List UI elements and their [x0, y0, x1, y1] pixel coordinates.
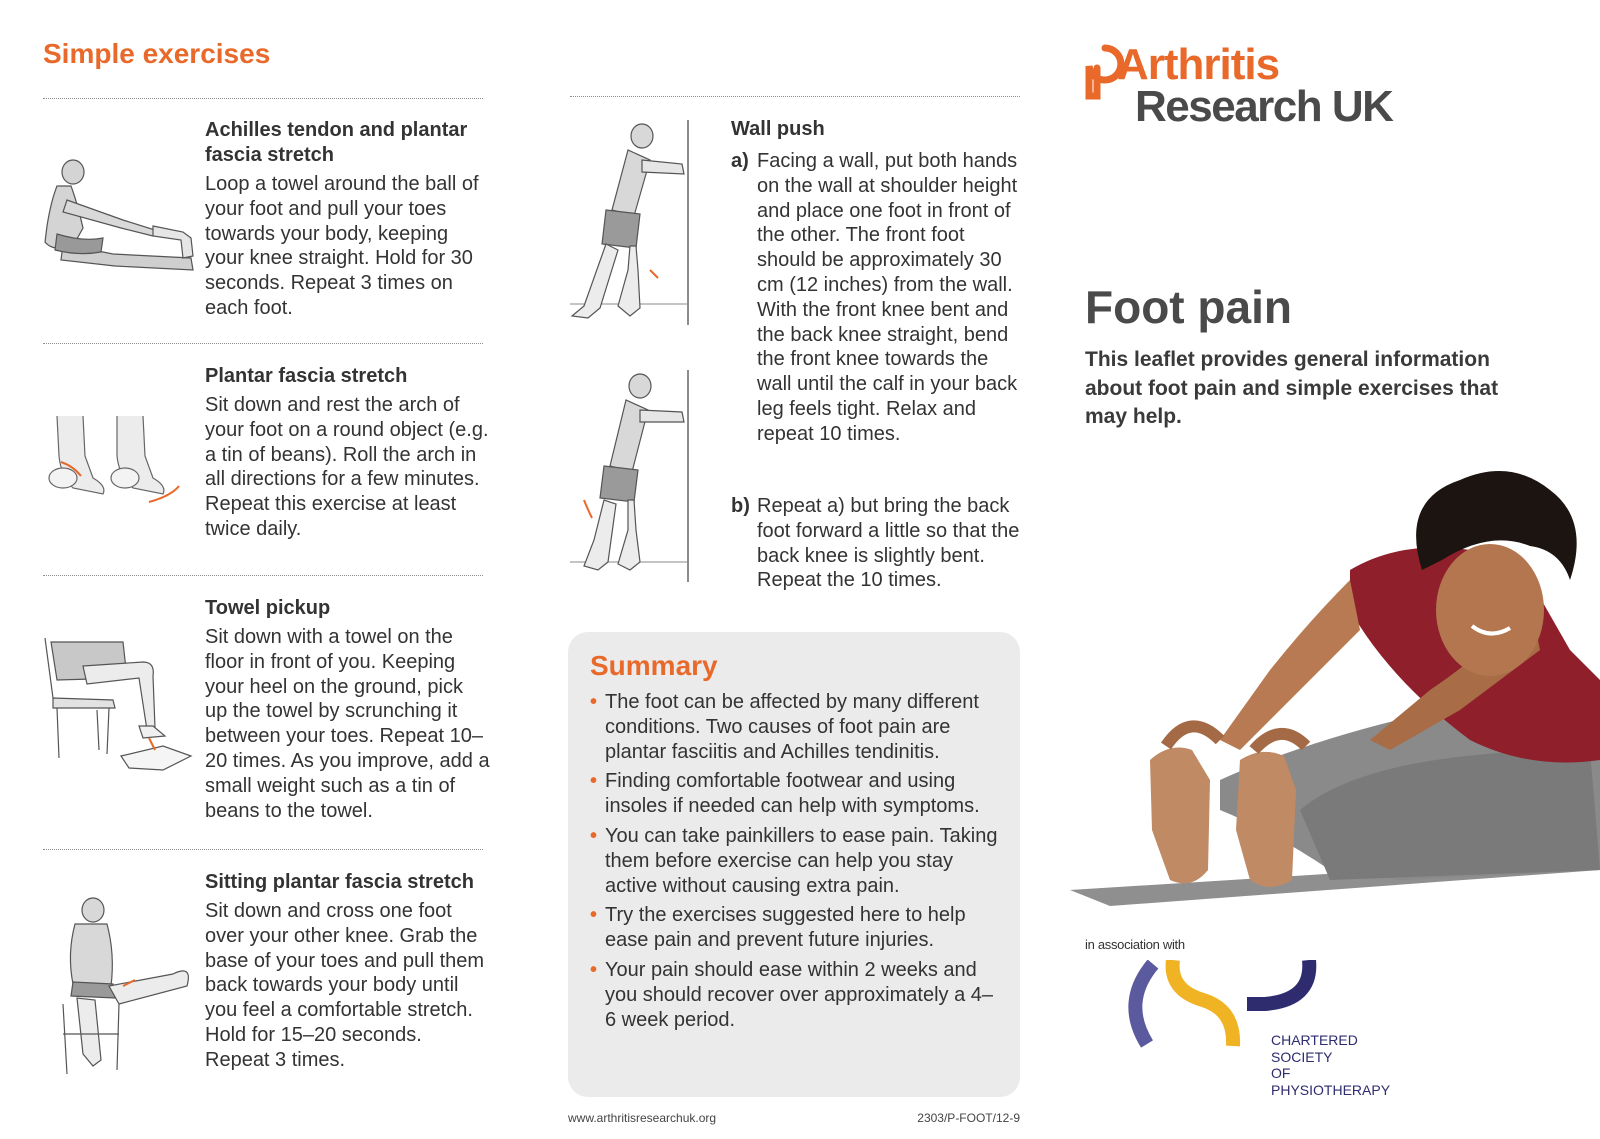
- summary-item-text: You can take painkillers to ease pain. Taking them before exercise can help you stay active without causing extra pain.: [605, 824, 998, 897]
- exercise-body: Sit down with a towel on the floor in front of you. Keeping your heel on the ground, pick up the towel by scrunching it between your toes. Repeat 10–20 times. As you improve, add a small weight such as a tin of beans to the towel.: [205, 626, 490, 822]
- wall-push-illustration-a: [570, 120, 700, 330]
- cover-column: [1085, 0, 1600, 1139]
- partner-name-line: CHARTERED: [1271, 1032, 1358, 1048]
- summary-item-text: Your pain should ease within 2 weeks and you should recover over approximately a 4–6 week period.: [605, 958, 993, 1031]
- divider: [43, 343, 483, 344]
- bullet: •: [590, 904, 598, 927]
- divider: [43, 849, 483, 850]
- exercise-body: Loop a towel around the ball of your foot and pull your toes towards your body, keeping your knee straight. Hold for 30 seconds. Repeat 3 times on each foot.: [205, 173, 479, 319]
- divider: [43, 98, 483, 99]
- bullet: •: [590, 958, 598, 981]
- divider: [43, 575, 483, 576]
- summary-item-text: Try the exercises suggested here to help ease pain and prevent future injuries.: [605, 904, 966, 952]
- wall-push-step-b: [731, 494, 1021, 593]
- bullet: •: [590, 770, 598, 793]
- exercise-achilles-stretch: [43, 118, 483, 338]
- wall-push-and-summary-column: [568, 0, 1020, 1139]
- summary-item: [590, 958, 1000, 1032]
- exercise-plantar-fascia-stretch: [43, 364, 489, 564]
- partner-name-line: SOCIETY: [1271, 1048, 1333, 1065]
- summary-item: [590, 903, 1000, 953]
- page-title: Foot pain: [1085, 281, 1292, 333]
- exercise-title: Plantar fascia stretch: [205, 365, 408, 387]
- exercises-column: [43, 0, 490, 1139]
- exercise-title: Achilles tendon and plantar fascia stretch: [205, 119, 468, 166]
- section-heading: Simple exercises: [43, 38, 271, 69]
- exercise-sitting-plantar-stretch: [43, 870, 483, 1100]
- exercise-title: Towel pickup: [205, 597, 331, 619]
- exercise-towel-pickup: [43, 596, 490, 846]
- summary-title: Summary: [590, 650, 718, 681]
- divider: [570, 96, 1020, 97]
- step-label: a): [731, 150, 749, 172]
- exercise-body: Sit down and cross one foot over your other knee. Grab the base of your toes and pull them back towards your body until you feel a comfortable stretch. Hold for 15–20 seconds. Repeat 3 times.: [205, 900, 485, 1071]
- partner-name-line: OF: [1271, 1065, 1291, 1081]
- exercise-text: [205, 870, 490, 1073]
- step-label: b): [731, 495, 750, 517]
- summary-box: [568, 632, 1020, 1097]
- wall-push-title: Wall push: [731, 118, 825, 140]
- sitting-stretch-illustration: [53, 894, 203, 1084]
- exercise-text: [205, 596, 490, 823]
- wall-push-step-a: [731, 149, 1021, 447]
- association-label: in association with: [1085, 937, 1185, 952]
- exercise-title: Sitting plantar fascia stretch: [205, 871, 474, 893]
- foot-rolling-illustration: [45, 416, 205, 526]
- towel-pickup-illustration: [43, 638, 203, 788]
- seated-towel-stretch-illustration: [43, 156, 203, 276]
- footer-url[interactable]: www.arthritisresearchuk.org: [568, 1111, 717, 1125]
- summary-item: [590, 824, 1000, 898]
- summary-item-text: Finding comfortable footwear and using insoles if needed can help with symptoms.: [605, 770, 980, 818]
- bullet: •: [590, 824, 598, 847]
- stretching-man-photo: [1070, 450, 1600, 920]
- summary-list: [590, 690, 1000, 1032]
- footer-code: 2303/P-FOOT/12-9: [917, 1111, 1020, 1125]
- logo-line-1: Arthritis: [1117, 40, 1280, 89]
- exercise-text: [205, 118, 490, 321]
- step-text: Facing a wall, put both hands on the wall at shoulder height and place one foot in front of the other. The front foot should be approximately 30 cm (12 inches) from the wall. With the front knee bent and the back knee straight, bend the front knee towards the wall until the calf in your back leg feels tight. Relax and repeat 10 times.: [757, 150, 1018, 445]
- exercise-body: Sit down and rest the arch of your foot on a round object (e.g. a tin of beans). Roll the arch in all directions for a few minutes. Repeat this exercise at least twice daily.: [205, 394, 489, 540]
- summary-item: [590, 769, 1000, 819]
- logo-line-2: Research UK: [1135, 82, 1393, 131]
- summary-item: [590, 690, 1000, 764]
- wall-push-illustration-b: [570, 370, 700, 590]
- intro-text: This leaflet provides general information about foot pain and simple exercises that may help.: [1085, 348, 1499, 428]
- partner-name-line: PHYSIOTHERAPY: [1271, 1081, 1391, 1098]
- bullet: •: [590, 691, 598, 713]
- exercise-text: [205, 364, 490, 542]
- step-text: Repeat a) but bring the back foot forward a little so that the back knee is slightly bent. Repeat the 10 times.: [757, 495, 1020, 592]
- summary-item-text: The foot can be affected by many different conditions. Two causes of foot pain are plantar fasciitis and Achilles tendinitis.: [605, 691, 979, 763]
- arthritis-research-uk-logo: [1085, 40, 1405, 140]
- partner-name: [1271, 1032, 1390, 1098]
